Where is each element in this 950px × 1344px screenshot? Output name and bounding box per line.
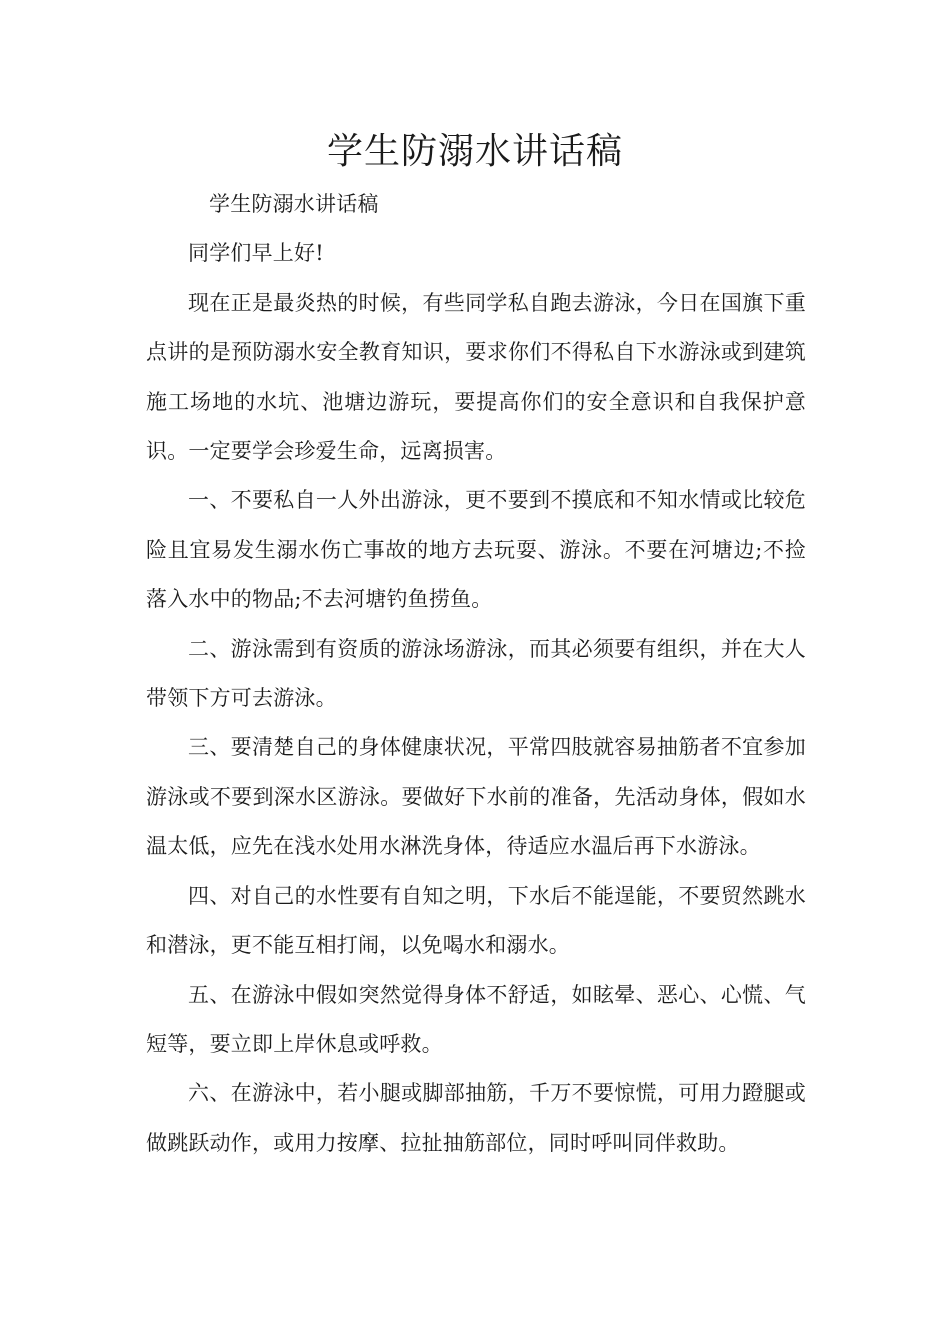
- document-body: [146, 180, 806, 1168]
- greeting-paragraph: 同学们早上好!: [188, 241, 324, 266]
- rule-paragraph-2: 二、游泳需到有资质的游泳场游泳，而其必须要有组织，并在大人带领下方可去游泳。: [146, 636, 806, 711]
- document-title: 学生防溺水讲话稿: [326, 131, 623, 172]
- rule-paragraph-4: 四、对自己的水性要有自知之明，下水后不能逞能，不要贸然跳水和潜泳，更不能互相打闹，以免喝水和溺水。: [146, 883, 806, 958]
- rule-paragraph-1: 一、不要私自一人外出游泳，更不要到不摸底和不知水情或比较危险且宜易发生溺水伤亡事故的地方去玩耍、游泳。不要在河塘边;不捡落入水中的物品;不去河塘钓鱼捞鱼。: [146, 488, 806, 612]
- rule-paragraph-3: 三、要清楚自己的身体健康状况，平常四肢就容易抽筋者不宜参加游泳或不要到深水区游泳。要做好下水前的准备，先活动身体，假如水温太低，应先在浅水处用水淋洗身体，待适应水温后再下水游泳。: [146, 735, 806, 859]
- rule-paragraph-6: 六、在游泳中，若小腿或脚部抽筋，千万不要惊慌，可用力蹬腿或做跳跃动作，或用力按摩、拉扯抽筋部位，同时呼叫同伴救助。: [146, 1081, 806, 1155]
- document-subtitle: 学生防溺水讲话稿: [209, 192, 379, 216]
- rule-paragraph-5: 五、在游泳中假如突然觉得身体不舒适，如眩晕、恶心、心慌、气短等，要立即上岸休息或呼救。: [146, 982, 806, 1056]
- intro-paragraph: 现在正是最炎热的时候，有些同学私自跑去游泳，今日在国旗下重点讲的是预防溺水安全教育知识，要求你们不得私自下水游泳或到建筑施工场地的水坑、池塘边游玩，要提高你们的安全意识和自我保护意识。一定要学会珍爱生命，远离损害。: [146, 290, 806, 464]
